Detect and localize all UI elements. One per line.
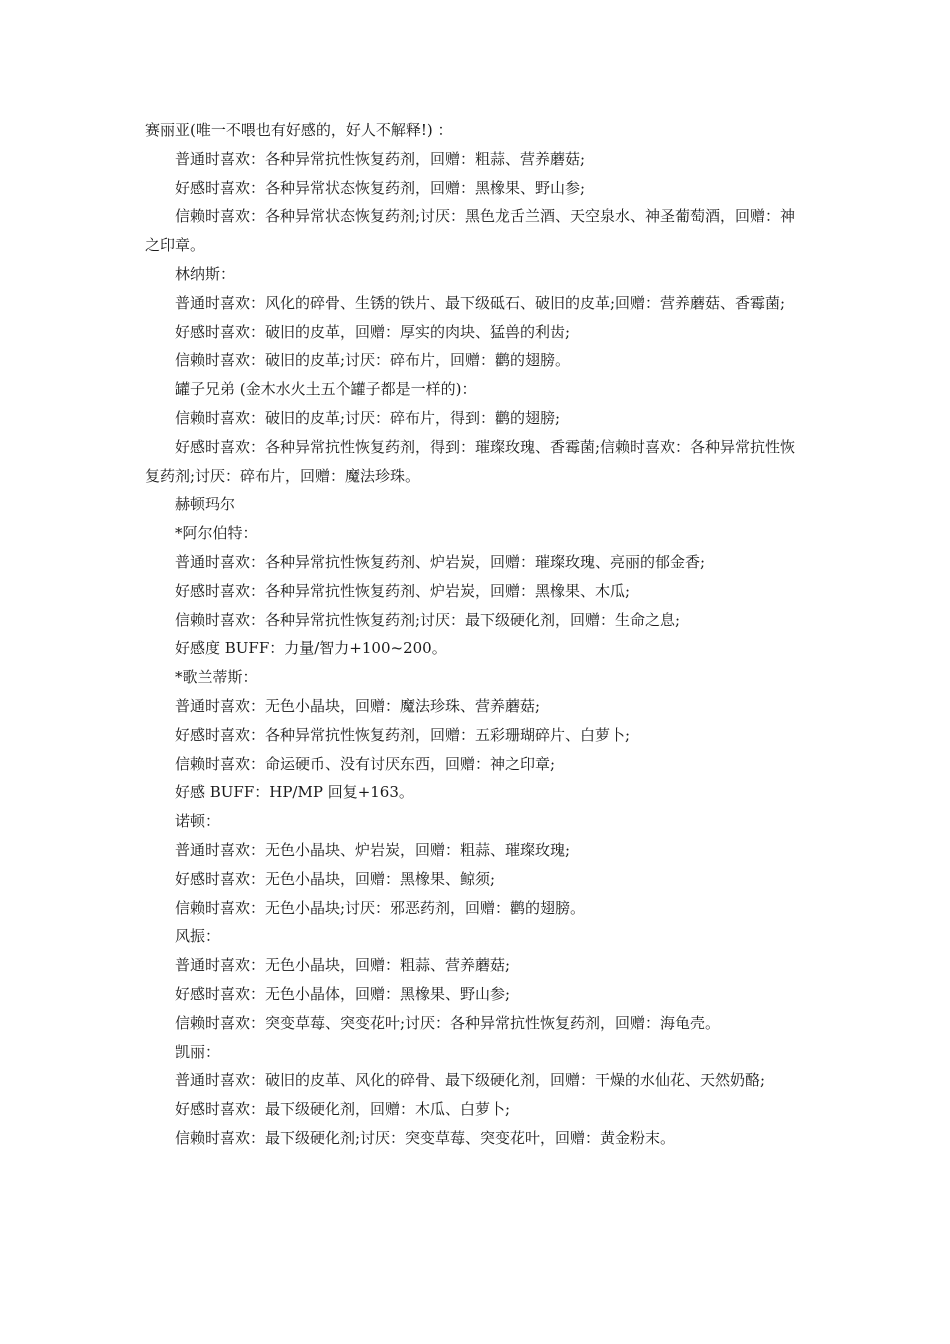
text-line: 好感时喜欢：最下级硬化剂，回赠：木瓜、白萝卜; xyxy=(175,1100,511,1119)
text-line: 普通时喜欢：无色小晶块，回赠：粗蒜、营养蘑菇; xyxy=(175,956,511,975)
section-heading: 凯丽： xyxy=(175,1042,221,1061)
text-paragraph: 信赖时喜欢：各种异常状态恢复药剂;讨厌：黑色龙舌兰酒、天空泉水、神圣葡萄酒，回赠：神之印章。 xyxy=(145,207,796,255)
section-heading: 风振： xyxy=(175,927,221,946)
text-line: 信赖时喜欢：各种异常抗性恢复药剂;讨厌：最下级硬化剂，回赠：生命之息; xyxy=(175,610,681,629)
text-line: 普通时喜欢：无色小晶块、炉岩炭，回赠：粗蒜、璀璨玫瑰; xyxy=(175,840,571,859)
section-heading: *歌兰蒂斯： xyxy=(175,668,258,687)
text-line: 好感时喜欢：无色小晶块，回赠：黑橡果、鲸须; xyxy=(175,869,496,888)
text-line: 信赖时喜欢：无色小晶块;讨厌：邪恶药剂，回赠：鹳的翅膀。 xyxy=(175,898,586,917)
text-line: 好感时喜欢：各种异常抗性恢复药剂，回赠：五彩珊瑚碎片、白萝卜; xyxy=(175,725,631,744)
text-line: 好感时喜欢：各种异常状态恢复药剂，回赠：黑橡果、野山参; xyxy=(175,178,586,197)
section-heading: 诺顿： xyxy=(175,812,221,831)
section-heading: 罐子兄弟 (金木水火土五个罐子都是一样的)： xyxy=(175,380,477,399)
text-line: 好感时喜欢：破旧的皮革，回赠：厚实的肉块、猛兽的利齿; xyxy=(175,322,571,341)
text-line: 好感时喜欢：各种异常抗性恢复药剂、炉岩炭，回赠：黑橡果、木瓜; xyxy=(175,581,631,600)
text-line: 信赖时喜欢：破旧的皮革;讨厌：碎布片，回赠：鹳的翅膀。 xyxy=(175,351,571,370)
text-line: 普通时喜欢：各种异常抗性恢复药剂、炉岩炭，回赠：璀璨玫瑰、亮丽的郁金香; xyxy=(175,552,706,571)
text-line: 信赖时喜欢：突变草莓、突变花叶;讨厌：各种异常抗性恢复药剂，回赠：海龟壳。 xyxy=(175,1013,721,1032)
text-line: 普通时喜欢：各种异常抗性恢复药剂，回赠：粗蒜、营养蘑菇; xyxy=(175,149,586,168)
text-line: 好感时喜欢：无色小晶体，回赠：黑橡果、野山参; xyxy=(175,984,511,1003)
text-line: 信赖时喜欢：最下级硬化剂;讨厌：突变草莓、突变花叶，回赠：黄金粉末。 xyxy=(175,1128,676,1147)
section-heading: *阿尔伯特： xyxy=(175,524,258,543)
text-line: 赛丽亚(唯一不喂也有好感的，好人不解释!) ： xyxy=(145,121,453,139)
text-paragraph: 好感时喜欢：各种异常抗性恢复药剂，得到：璀璨玫瑰、香霉菌;信赖时喜欢：各种异常抗性恢复药剂;讨厌：碎布片，回赠：魔法珍珠。 xyxy=(145,437,796,485)
text-line: 普通时喜欢：无色小晶块，回赠：魔法珍珠、营养蘑菇; xyxy=(175,696,541,715)
text-line: 好感 BUFF：HP/MP 回复+163。 xyxy=(175,783,414,802)
text-line: 信赖时喜欢：命运硬币、没有讨厌东西，回赠：神之印章; xyxy=(175,754,556,773)
section-heading: 赫顿玛尔 xyxy=(175,495,236,514)
section-heading: 林纳斯： xyxy=(175,264,236,283)
text-paragraph: 普通时喜欢：破旧的皮革、风化的碎骨、最下级硬化剂，回赠：干燥的水仙花、天然奶酪; xyxy=(175,1071,766,1090)
document-body xyxy=(145,116,810,1153)
text-line: 信赖时喜欢：破旧的皮革;讨厌：碎布片，得到：鹳的翅膀; xyxy=(175,408,561,427)
text-line: 好感度 BUFF：力量/智力+100~200。 xyxy=(175,639,447,658)
text-paragraph: 普通时喜欢：风化的碎骨、生锈的铁片、最下级砥石、破旧的皮革;回赠：营养蘑菇、香霉菌; xyxy=(175,293,786,312)
